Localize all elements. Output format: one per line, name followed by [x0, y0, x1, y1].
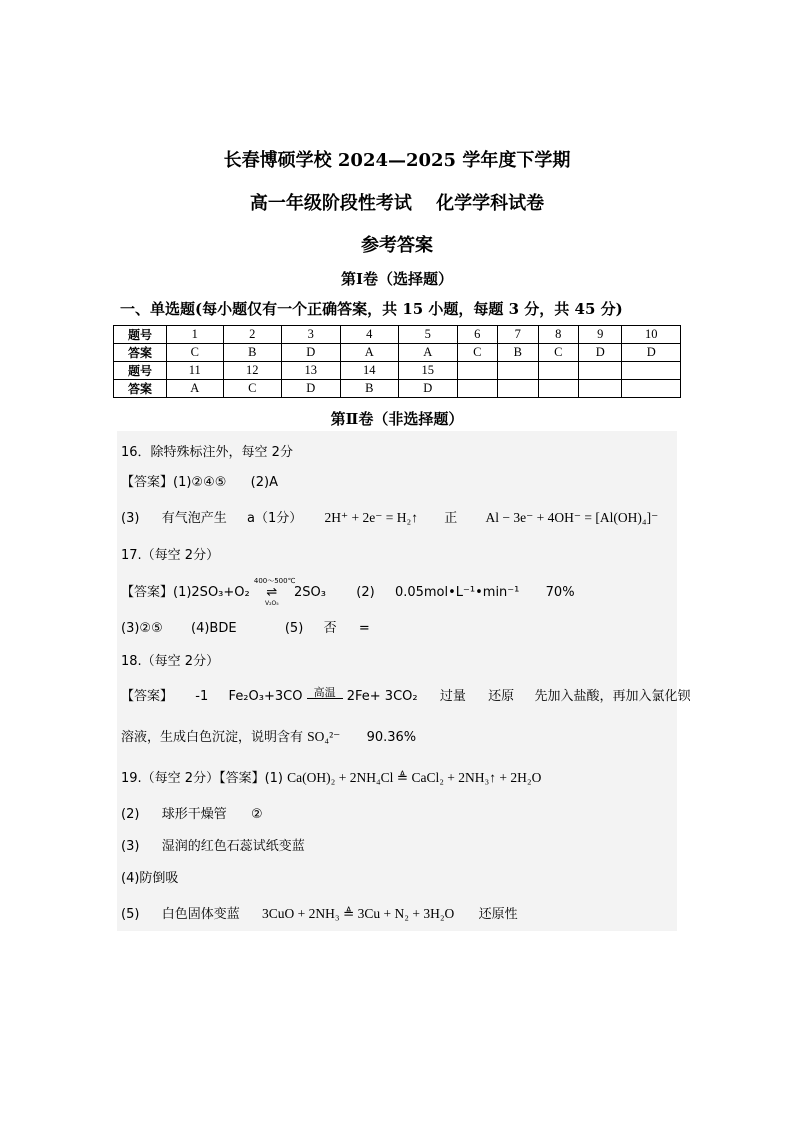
- question-number-label-cell: 题号: [114, 362, 167, 380]
- reversible-arrow-icon: ⇌: [266, 585, 278, 600]
- q17-rate: 0.05mol•L⁻¹•min⁻¹: [394, 585, 520, 600]
- answer-cell: [538, 380, 578, 398]
- question-number-cell: 2: [223, 326, 282, 344]
- table-row: [114, 362, 681, 380]
- answer-cell: A: [340, 344, 399, 362]
- q17-answer-3: (3)②⑤: [121, 621, 163, 636]
- answer-cell: [498, 380, 538, 398]
- q18-high-temp: 高温: [313, 686, 336, 699]
- question-number-cell: 7: [498, 326, 538, 344]
- answer-cell: B: [498, 344, 538, 362]
- q17-product: 2SO₃: [294, 585, 326, 600]
- question-number-cell: 9: [578, 326, 621, 344]
- q17-line2: [121, 617, 370, 636]
- answer-cell: A: [167, 380, 224, 398]
- q16-positive: 正: [444, 511, 458, 526]
- q17-answer-2: (2): [356, 585, 375, 600]
- section1-heading: 一、单选题(每小题仅有一个正确答案，共 15 小题，每题 3 分，共 45 分): [120, 300, 623, 318]
- question-number-cell: 3: [282, 326, 341, 344]
- q19-answer-5c: 还原性: [478, 907, 518, 922]
- q17-intro: 17.（每空 2分）: [121, 548, 220, 563]
- question-number-cell: 12: [223, 362, 282, 380]
- answer-cell: D: [578, 344, 621, 362]
- q19-answer-1: 19.（每空 2分）【答案】(1): [121, 771, 283, 786]
- q17-percent: 70%: [545, 585, 575, 600]
- q18-answer-1: -1: [195, 689, 209, 704]
- q19-answer-2: 球形干燥管: [161, 807, 227, 822]
- q18-answer-2: 过量: [439, 689, 466, 704]
- table-row: [114, 344, 681, 362]
- answer-cell: D: [399, 380, 458, 398]
- answer-cell: C: [538, 344, 578, 362]
- answer-cell: D: [282, 380, 341, 398]
- answer-cell: B: [223, 344, 282, 362]
- answer-cell: [578, 380, 621, 398]
- q19-line3: [121, 835, 305, 854]
- q17-condition: [253, 577, 296, 607]
- q17-answer-1: 【答案】(1)2SO₃+O₂: [121, 585, 250, 600]
- q18-answer-4: 先加入盐酸，再加入氯化钡: [534, 689, 691, 704]
- answer-panel: [117, 431, 691, 931]
- q19-num-5: (5): [121, 907, 140, 922]
- q18-line2: [121, 726, 416, 745]
- q17-answer-5: (5): [284, 621, 304, 636]
- q19-answer-2b: ②: [251, 807, 263, 822]
- q18-answer-label: 【答案】: [121, 689, 174, 704]
- q19-line5: [121, 903, 518, 922]
- q19-equation-1: Ca(OH)₂ + 2NH₄Cl ≜ CaCl₂ + 2NH₃↑ + 2H₂O: [287, 770, 542, 785]
- q19-line2: [121, 803, 263, 822]
- q17-catalyst: V₂O₅: [265, 600, 279, 607]
- question-number-cell: 1: [167, 326, 224, 344]
- q19-num-3: (3): [121, 839, 140, 854]
- answer-cell: D: [282, 344, 341, 362]
- exam-title: 高一年级阶段性考试 化学学科试卷: [249, 193, 545, 214]
- answer-cell: C: [223, 380, 282, 398]
- answer-cell: [457, 380, 497, 398]
- question-number-cell: 14: [340, 362, 399, 380]
- question-number-cell: [538, 362, 578, 380]
- q16-num-3: (3): [121, 511, 140, 526]
- q16-electrode: a（1分）: [247, 511, 303, 526]
- question-number-cell: 10: [622, 326, 681, 344]
- part1-title: 第Ⅰ卷（选择题）: [340, 270, 454, 288]
- question-number-cell: 6: [457, 326, 497, 344]
- q19-line4: (4)防倒吸: [121, 871, 179, 886]
- table-row: [114, 380, 681, 398]
- q16-intro: 16．除特殊标注外，每空 2分: [121, 445, 293, 460]
- question-number-label-cell: 题号: [114, 326, 167, 344]
- q17-answer-4: (4)BDE: [191, 621, 237, 636]
- q17-answer-5b: =: [358, 621, 370, 636]
- question-number-cell: 4: [340, 326, 399, 344]
- answer-cell: B: [340, 380, 399, 398]
- table-row: [114, 326, 681, 344]
- question-number-cell: 5: [399, 326, 458, 344]
- answer-cell: C: [167, 344, 224, 362]
- q17-answer-5a: 否: [323, 621, 337, 636]
- q19-answer-3: 湿润的红色石蕊试纸变蓝: [161, 839, 305, 854]
- school-title: 长春博硕学校 2024—2025 学年度下学期: [223, 150, 571, 171]
- q16-line2: [121, 507, 658, 526]
- answer-cell: A: [399, 344, 458, 362]
- q18-intro: 18.（每空 2分）: [121, 654, 220, 669]
- question-number-cell: [622, 362, 681, 380]
- q18-answer-5: 90.36%: [366, 730, 417, 745]
- q18-product: 2Fe+ 3CO₂: [346, 689, 418, 704]
- question-number-cell: [498, 362, 538, 380]
- part2-title: 第Ⅱ卷（非选择题）: [330, 410, 464, 428]
- q17-temperature: 400～500℃: [253, 577, 296, 585]
- answer-label-cell: 答案: [114, 344, 167, 362]
- q18-answer-4-cont: 溶液，生成白色沉淀，说明含有: [121, 730, 304, 745]
- q18-condition: [307, 688, 343, 699]
- q18-answer-3: 还原: [488, 689, 515, 704]
- q17-line1: [121, 577, 575, 607]
- q16-answer-1: 【答案】(1)②④⑤: [121, 475, 227, 490]
- q18-equation: Fe₂O₃+3CO: [228, 689, 303, 704]
- q19-num-2: (2): [121, 807, 140, 822]
- q18-line1: [121, 685, 690, 704]
- answer-table: [113, 325, 681, 398]
- question-number-cell: 13: [282, 362, 341, 380]
- answer-cell: D: [622, 344, 681, 362]
- question-number-cell: [578, 362, 621, 380]
- q16-equation-2: Al − 3e⁻ + 4OH⁻ = [Al(OH)₄]⁻: [485, 510, 659, 525]
- answer-title: 参考答案: [361, 235, 433, 256]
- q19-line1: [121, 767, 541, 786]
- question-number-cell: 8: [538, 326, 578, 344]
- question-number-cell: [457, 362, 497, 380]
- q18-sulfate-ion: SO₄²⁻: [307, 729, 341, 744]
- q19-answer-5: 白色固体变蓝: [161, 907, 240, 922]
- answer-cell: [622, 380, 681, 398]
- answer-label-cell: 答案: [114, 380, 167, 398]
- q16-line1: [121, 471, 278, 490]
- q16-observation: 有气泡产生: [161, 511, 227, 526]
- q16-answer-2: (2)A: [250, 475, 278, 490]
- question-number-cell: 15: [399, 362, 458, 380]
- question-number-cell: 11: [167, 362, 224, 380]
- q16-equation-1: 2H⁺ + 2e⁻ = H₂↑: [324, 510, 418, 525]
- q19-equation-2: 3CuO + 2NH₃ ≜ 3Cu + N₂ + 3H₂O: [262, 906, 455, 921]
- answer-cell: C: [457, 344, 497, 362]
